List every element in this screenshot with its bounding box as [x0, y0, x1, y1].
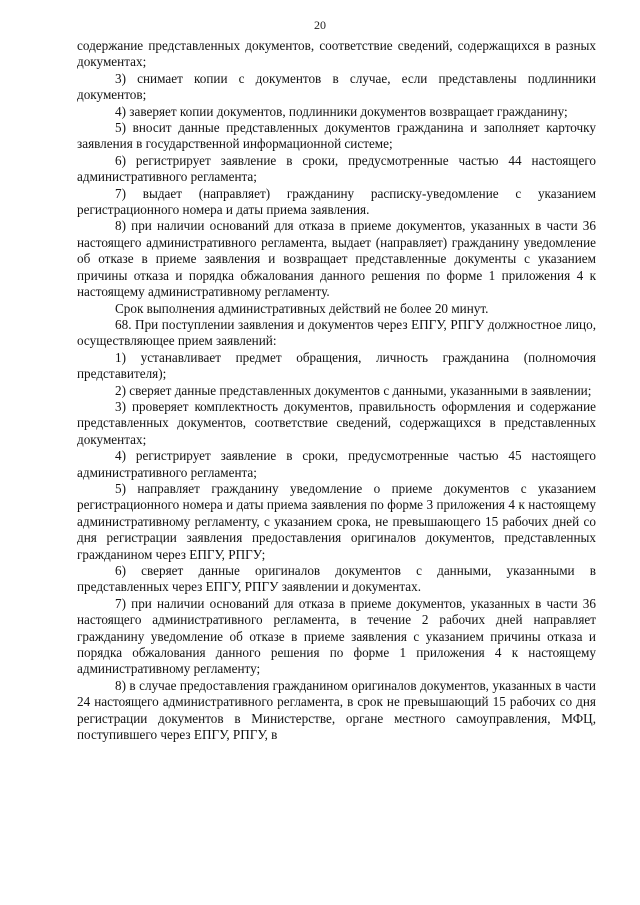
- paragraph-68-item-7: 7) при наличии оснований для отказа в приеме документов, указанных в части 36 настоящего административного регламента, в течение 2 рабочих дней направляет гражданину уведомление об отказе в приеме заявления с указанием причины отказа и порядка обжалования данного решения по форме 1 приложения 4 к настоящему административному регламенту;: [77, 595, 596, 677]
- paragraph-item-7: 7) выдает (направляет) гражданину расписку-уведомление с указанием регистрационного номера и даты приема заявления.: [77, 185, 596, 218]
- paragraph-item-4: 4) заверяет копии документов, подлинники документов возвращает гражданину;: [115, 103, 568, 119]
- paragraph-deadline: Срок выполнения административных действий не более 20 минут.: [115, 300, 489, 316]
- paragraph-item-5: 5) вносит данные представленных документов гражданина и заполняет карточку заявления в государственной информационной системе;: [77, 120, 596, 152]
- paragraph-68-item-8: 8) в случае предоставления гражданином оригиналов документов, указанных в части 24 настоящего административного регламента, в срок не превышающий 15 рабочих со дня регистрации документов в Министерстве, органе местного самоуправления, МФЦ, поступившего через ЕПГУ, РПГУ, в: [77, 677, 596, 743]
- paragraph-continuation: содержание представленных документов, соответствие сведений, содержащихся в разных документах;: [77, 38, 596, 70]
- paragraph-item-3: 3) снимает копии с документов в случае, если представлены подлинники документов;: [77, 70, 596, 103]
- paragraph-item-6: 6) регистрирует заявление в сроки, предусмотренные частью 44 настоящего административного регламента;: [77, 152, 596, 185]
- paragraph-section-68: 68. При поступлении заявления и документов через ЕПГУ, РПГУ должностное лицо, осуществляющее прием заявлений:: [77, 316, 596, 349]
- page-number: 20: [314, 18, 326, 32]
- paragraph-68-item-1: 1) устанавливает предмет обращения, личность гражданина (полномочия представителя);: [77, 349, 596, 382]
- paragraph-68-item-2: 2) сверяет данные представленных документов с данными, указанными в заявлении;: [115, 382, 592, 398]
- paragraph-68-item-6: 6) сверяет данные оригиналов документов с данными, указанными в представленных через ЕПГУ, РПГУ заявлении и документах.: [77, 563, 596, 595]
- document-body: [77, 38, 596, 743]
- paragraph-item-8: 8) при наличии оснований для отказа в приеме документов, указанных в части 36 настоящего административного регламента, выдает (направляет) гражданину уведомление об отказе в приеме заявления и возвращает представленные документы с указанием причины отказа и порядка обжалования данного решения по форме 1 приложения 4 к настоящему административному регламенту.: [77, 218, 596, 300]
- paragraph-68-item-5: 5) направляет гражданину уведомление о приеме документов с указанием регистрационного номера и даты приема заявления по форме 3 приложения 4 к настоящему административному регламенту, с указанием срока, не превышающего 15 рабочих дней со дня регистрации заявления предоставления оригиналов документов, представленных гражданином через ЕПГУ, РПГУ;: [77, 480, 596, 562]
- paragraph-68-item-3: 3) проверяет комплектность документов, правильность оформления и содержание представленных документов, соответствие сведений, содержащихся в представленных документах;: [77, 398, 596, 447]
- paragraph-68-item-4: 4) регистрирует заявление в сроки, предусмотренные частью 45 настоящего административного регламента;: [77, 448, 596, 480]
